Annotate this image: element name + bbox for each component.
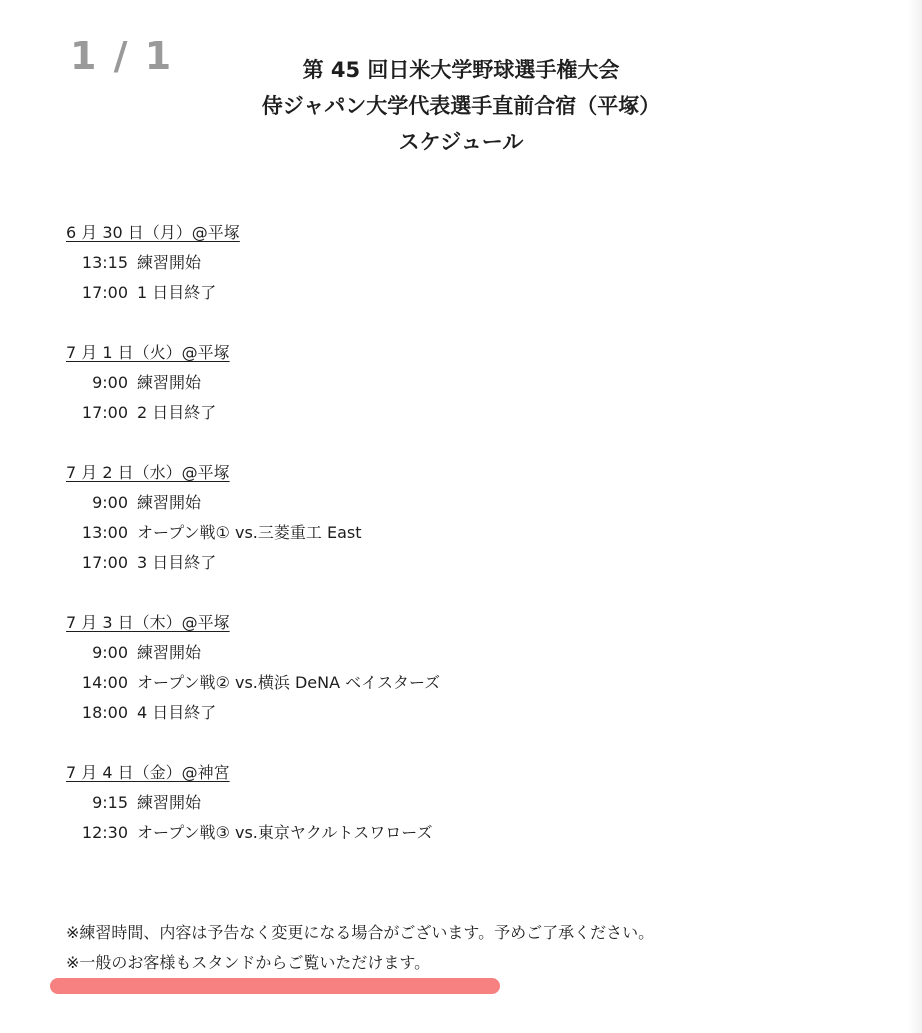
schedule-item (66, 398, 866, 428)
schedule-list (66, 218, 866, 878)
schedule-item (66, 668, 866, 698)
event-time: 17:00 (81, 553, 128, 572)
schedule-item (66, 698, 866, 728)
document-title (0, 52, 922, 160)
day-section (66, 608, 866, 728)
title-line-schedule: スケジュール (398, 130, 524, 154)
event-time: 14:00 (81, 673, 128, 692)
title-line-camp: 侍ジャパン大学代表選手直前合宿（平塚） (261, 94, 661, 118)
day-section (66, 758, 866, 848)
schedule-item (66, 638, 866, 668)
schedule-item (66, 518, 866, 548)
day-heading (66, 458, 866, 488)
day-heading-text: 6 月 30 日（月）@平塚 (66, 223, 240, 242)
event-description: 1 日目終了 (137, 283, 217, 302)
day-section (66, 458, 866, 578)
event-time: 18:00 (81, 703, 128, 722)
event-time: 9:00 (92, 373, 128, 392)
notes-section (66, 918, 886, 978)
event-time: 9:00 (92, 643, 128, 662)
schedule-item (66, 548, 866, 578)
event-description: オープン戦③ vs.東京ヤクルトスワローズ (137, 823, 433, 842)
schedule-item (66, 368, 866, 398)
event-description: 練習開始 (137, 493, 202, 512)
event-time: 17:00 (81, 283, 128, 302)
day-section (66, 338, 866, 428)
event-time: 13:00 (81, 523, 128, 542)
note-public-viewing: ※一般のお客様もスタンドからご覧いただけます。 (66, 953, 431, 972)
day-heading-text: 7 月 1 日（火）@平塚 (66, 343, 230, 362)
event-description: 練習開始 (137, 643, 202, 662)
event-time: 9:00 (92, 493, 128, 512)
event-description: 3 日目終了 (137, 553, 217, 572)
schedule-item (66, 248, 866, 278)
page-indicator: 1 / 1 (70, 34, 174, 78)
event-description: 練習開始 (137, 793, 202, 812)
highlight-marker (50, 978, 500, 994)
event-description: 4 日目終了 (137, 703, 217, 722)
day-heading-text: 7 月 2 日（水）@平塚 (66, 463, 230, 482)
event-description: オープン戦② vs.横浜 DeNA ベイスターズ (137, 673, 441, 692)
day-heading (66, 758, 866, 788)
day-heading-text: 7 月 4 日（金）@神宮 (66, 763, 230, 782)
day-heading (66, 608, 866, 638)
event-description: 2 日目終了 (137, 403, 217, 422)
schedule-item (66, 278, 866, 308)
note-schedule-change: ※練習時間、内容は予告なく変更になる場合がございます。予めご了承ください。 (66, 923, 655, 942)
title-line-tournament: 第 45 回日米大学野球選手権大会 (302, 58, 620, 82)
day-heading (66, 338, 866, 368)
event-time: 12:30 (81, 823, 128, 842)
event-time: 9:15 (92, 793, 128, 812)
day-section (66, 218, 866, 308)
event-time: 17:00 (81, 403, 128, 422)
day-heading-text: 7 月 3 日（木）@平塚 (66, 613, 230, 632)
event-description: 練習開始 (137, 373, 202, 392)
schedule-item (66, 488, 866, 518)
event-description: 練習開始 (137, 253, 202, 272)
schedule-item (66, 818, 866, 848)
event-time: 13:15 (81, 253, 128, 272)
event-description: オープン戦① vs.三菱重工 East (137, 523, 362, 542)
schedule-item (66, 788, 866, 818)
day-heading (66, 218, 866, 248)
